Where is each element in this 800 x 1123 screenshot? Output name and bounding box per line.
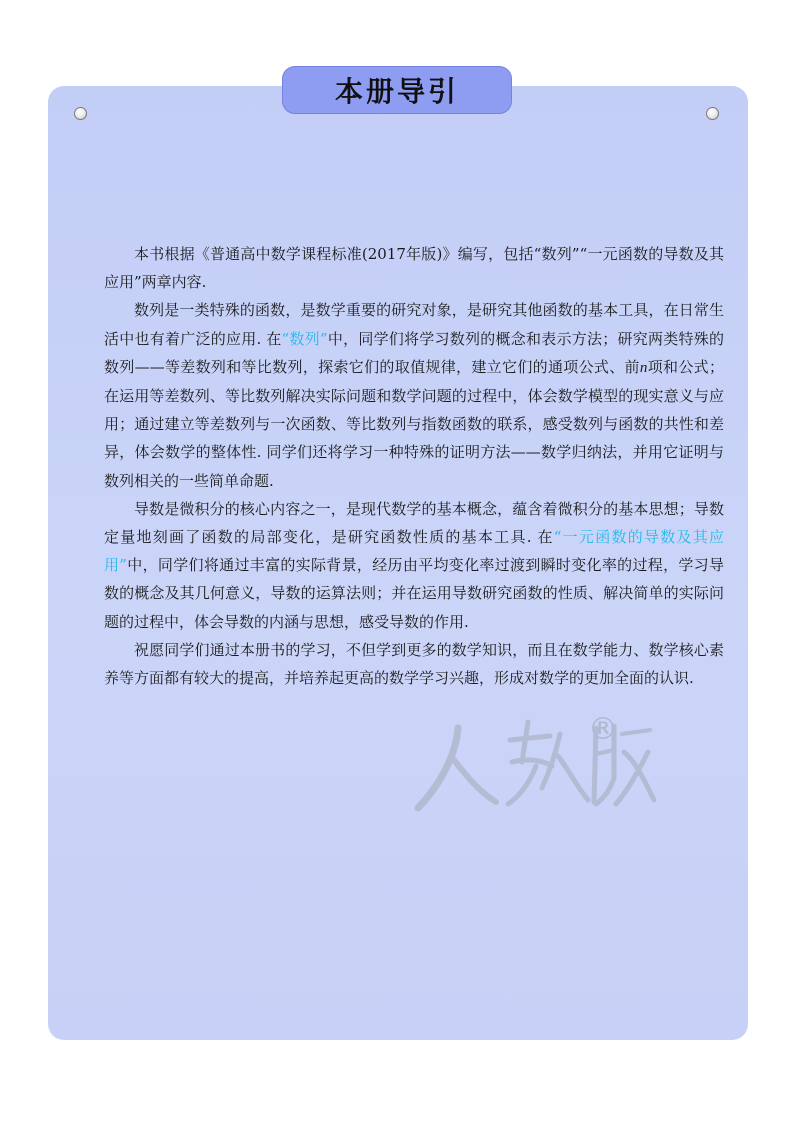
title-tab <box>282 66 512 114</box>
paragraph-2 <box>104 296 724 494</box>
binder-hole-right-icon <box>706 107 719 120</box>
paragraph-3 <box>104 495 724 636</box>
paragraph-2-text-b: 中，同学们将学习数列的概念和表示方法；研究两类特殊的数列——等差数列和等比数列，探索它们的取值规律，建立它们的通项公式、前 <box>104 329 724 376</box>
paragraph-2-text-a: 数列是一类特殊的函数，是数学重要的研究对象，是研究其他函数的基本工具，在日常生活中也有着广泛的应用. 在 <box>104 301 724 348</box>
paragraph-4: 祝愿同学们通过本册书的学习，不但学到更多的数学知识，而且在数学能力、数学核心素养等方面都有较大的提高，并培养起更高的数学学习兴趣，形成对数学的更加全面的认识. <box>104 640 724 688</box>
registered-mark: ® <box>588 712 618 747</box>
paragraph-3-text-a: 导数是微积分的核心内容之一，是现代数学的基本概念，蕴含着微积分的基本思想；导数定量地刻画了函数的局部变化，是研究函数性质的基本工具. 在 <box>104 499 724 547</box>
binder-hole-left-icon <box>74 107 87 120</box>
page-title: 本册导引 <box>334 75 459 108</box>
chapter-link-derivatives[interactable]: “一元函数的导数及其应用” <box>104 528 724 575</box>
variable-n: n <box>639 359 648 376</box>
paragraph-3-text-b: 中，同学们将通过丰富的实际背景，经历由平均变化率过渡到瞬时变化率的过程，学习导数的概念及其几何意义，导数的运算法则；并在运用导数研究函数的性质、解决简单的实际问题的过程中，体会导数的内涵与思想，感受导数的作用. <box>104 556 724 631</box>
chapter-link-sequences[interactable]: “数列” <box>281 329 328 348</box>
publisher-watermark-logo <box>410 700 660 820</box>
paragraph-2-text-c: 项和公式；在运用等差数列、等比数列解决实际问题和数学问题的过程中，体会数学模型的现实意义与应用；通过建立等差数列与一次函数、等比数列与指数函数的联系，感受数列与函数的共性和差异，体会数学的整体性. 同学们还将学习一种特殊的证明方法——数学归纳法，并用它证明与数列相关的一些简单命题. <box>104 357 724 490</box>
intro-text <box>104 240 724 692</box>
paragraph-1: 本书根据《普通高中数学课程标准(2017年版)》编写，包括“数列”“一元函数的导数及其应用”两章内容. <box>104 245 724 292</box>
